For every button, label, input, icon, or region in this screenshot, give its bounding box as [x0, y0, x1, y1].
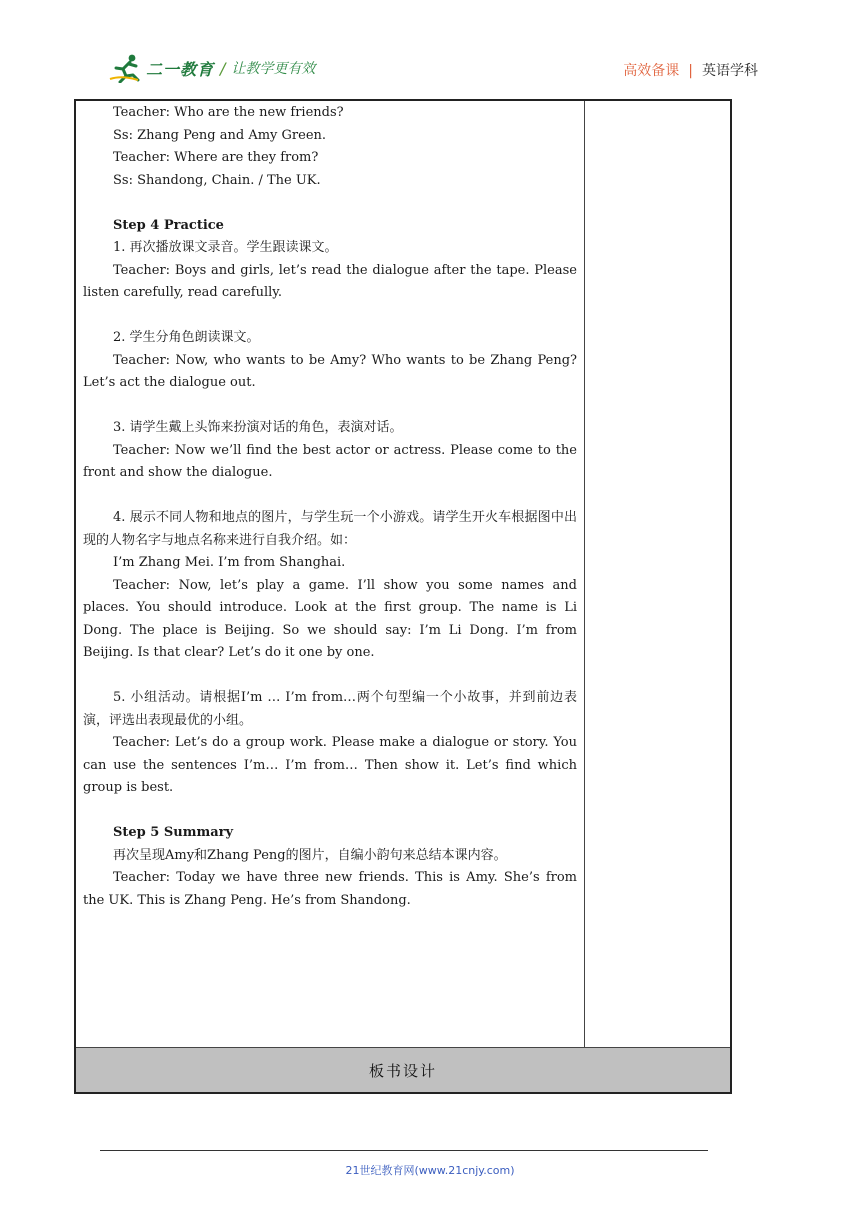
blank-line [83, 485, 577, 508]
runner-icon [108, 53, 144, 83]
teacher-line: Teacher: Now, who wants to be Amy? Who wants to be Zhang Peng? Let’s act the dialogue out. [83, 352, 577, 390]
table-column-divider [584, 101, 585, 1047]
page-header [0, 0, 860, 100]
header-tags [623, 60, 758, 80]
tag-efficient-prep: 高效备课 [623, 63, 680, 79]
activity-item: 2. 学生分角色朗读课文。 [113, 330, 260, 345]
teacher-line: Teacher: Now, let’s play a game. I’ll show you some names and places. You should introduce. Look at the first group. The name is Li Dong. The place is Beijing. So we should say: I’m Li Dong. I’m from Beijing. Is that clear? Let’s do it one by one. [83, 577, 577, 660]
board-design-title: 板书设计 [368, 1062, 437, 1080]
activity-item: 再次呈现Amy和Zhang Peng的图片，自编小韵句来总结本课内容。 [113, 847, 507, 863]
teacher-line: Teacher: Let’s do a group work. Please make a dialogue or story. You can use the sentences I’m… I’m from… Then show it. Let’s find which group is best. [83, 735, 577, 795]
brand-name: 二一教育 [146, 59, 215, 79]
dialogue-line: Ss: Zhang Peng and Amy Green. [113, 127, 327, 143]
dialogue-line: Ss: Shandong, Chain. / The UK. [113, 172, 321, 188]
footer-source: 21世纪教育网(www.21cnjy.com) [345, 1164, 515, 1177]
brand-slogan: 让教学更有效 [231, 61, 316, 77]
header-separator: / [220, 58, 226, 78]
board-design-row [76, 1047, 730, 1092]
activity-item: 5. 小组活动。请根据I’m … I’m from…两个句型编一个小故事，并到前边表演，评选出表现最优的小组。 [83, 690, 577, 728]
dialogue-line: Teacher: Who are the new friends? [113, 105, 344, 120]
blank-line [83, 395, 577, 418]
brand-logo [108, 52, 315, 84]
blank-line [83, 665, 577, 688]
footer-rule [100, 1150, 708, 1151]
blank-line [83, 800, 577, 823]
lesson-content [83, 102, 577, 912]
teacher-line: Teacher: Boys and girls, let’s read the dialogue after the tape. Please listen carefully, read carefully. [83, 262, 577, 300]
tag-english-subject: 英语学科 [702, 63, 758, 79]
teacher-line: Teacher: Today we have three new friends. This is Amy. She’s from the UK. This is Zhang Peng. He’s from Shandong. [83, 870, 577, 908]
step-heading: Step 4 Practice [113, 217, 224, 233]
activity-item: 4. 展示不同人物和地点的图片，与学生玩一个小游戏。请学生开火车根据图中出现的人物名字与地点名称来进行自我介绍。如： [83, 510, 577, 548]
tag-separator: | [688, 63, 693, 79]
step-heading: Step 5 Summary [113, 825, 234, 840]
teacher-line: Teacher: Now we’ll find the best actor or actress. Please come to the front and show the dialogue. [83, 442, 577, 480]
activity-item: 3. 请学生戴上头饰来扮演对话的角色，表演对话。 [113, 420, 403, 435]
blank-line [83, 192, 577, 215]
dialogue-line: Teacher: Where are they from? [113, 150, 319, 165]
activity-item: 1. 再次播放课文录音。学生跟读课文。 [113, 240, 338, 255]
blank-line [83, 305, 577, 328]
example-line: I’m Zhang Mei. I’m from Shanghai. [113, 555, 346, 570]
